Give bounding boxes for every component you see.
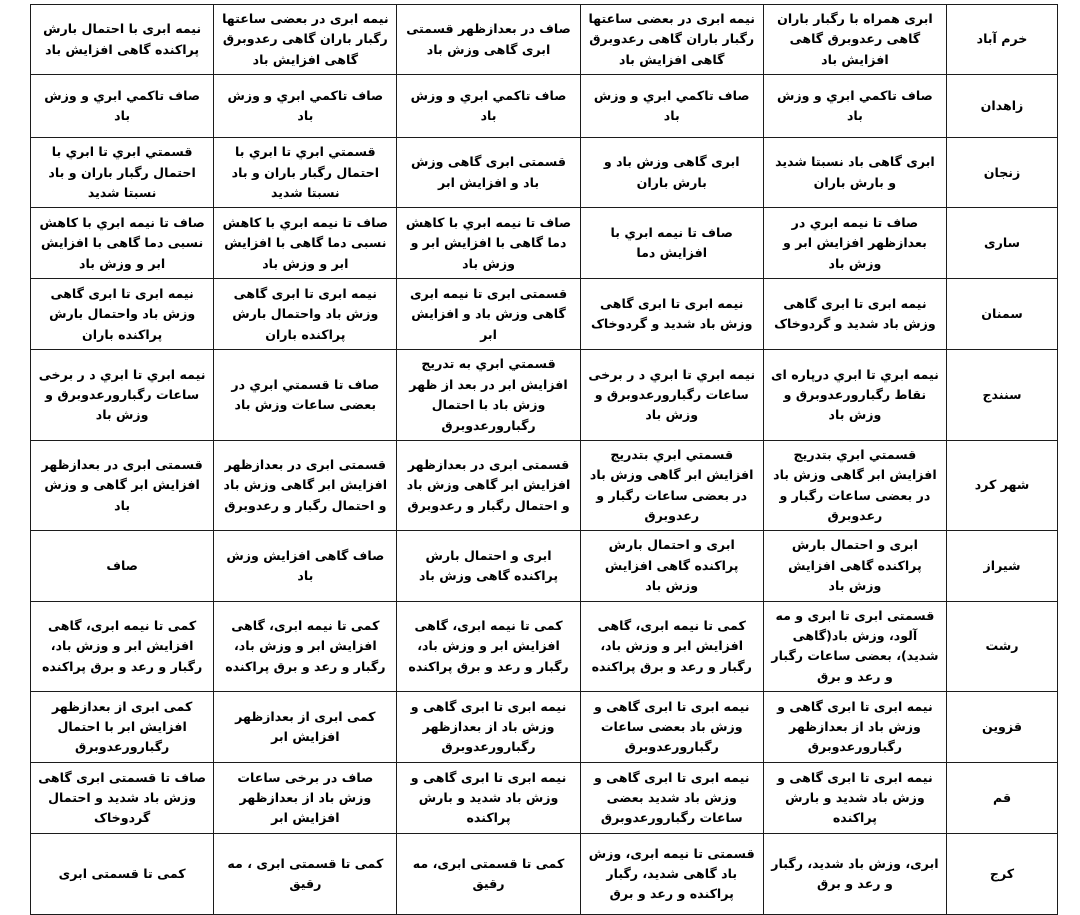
forecast-cell: نیمه ابری تا ابری گاهی و وزش باد شدید بعضی ساعات رگبارورعدوبرق: [580, 763, 763, 834]
forecast-cell: نیمه ابري تا ابري د ر برخی ساعات رگبارورعدوبرق و وزش باد: [31, 350, 214, 441]
forecast-cell: قسمتی ابری تا نیمه ابری گاهی وزش باد و افزایش ابر: [397, 279, 580, 350]
table-row: [31, 75, 1058, 138]
forecast-table-body: [31, 5, 1058, 915]
weather-forecast-table: [30, 4, 1058, 915]
forecast-cell: کمی تا نیمه ابری، گاهی افزایش ابر و وزش باد، رگبار و رعد و برق پراکنده: [214, 601, 397, 692]
city-name-cell: قم: [947, 763, 1058, 834]
forecast-cell: قسمتی ابری در بعدازظهر افزایش ابر گاهی و وزش باد: [31, 440, 214, 531]
forecast-cell: نیمه ابری با احتمال بارش پراکنده گاهی افزایش باد: [31, 5, 214, 75]
forecast-cell: ابری همراه با رگبار باران گاهی رعدوبرق گاهی افزایش باد: [763, 5, 946, 75]
forecast-cell: نیمه ابری تا ابری گاهی وزش باد واحتمال بارش پراکنده باران: [214, 279, 397, 350]
table-row: [31, 440, 1058, 531]
city-name-cell: رشت: [947, 601, 1058, 692]
forecast-cell: قسمتی ابری در بعدازظهر افزایش ابر گاهی وزش باد و احتمال رگبار و رعدوبرق: [214, 440, 397, 531]
forecast-cell: صاف تاکمي ابري و وزش باد: [580, 75, 763, 138]
forecast-cell: صاف تا نیمه ابري با کاهش نسبی دما گاهی با افزایش ابر و وزش باد: [31, 208, 214, 279]
forecast-cell: نیمه ابري تا ابري د ر برخی ساعات رگبارورعدوبرق و وزش باد: [580, 350, 763, 441]
table-row: [31, 138, 1058, 208]
table-row: [31, 208, 1058, 279]
forecast-cell: صاف تا قسمتی ابری گاهی وزش باد شدید و احتمال گردوخاک: [31, 763, 214, 834]
table-row: [31, 834, 1058, 915]
forecast-cell: نیمه ابری تا ابری گاهی و وزش باد شدید و بارش پراکنده: [763, 763, 946, 834]
forecast-cell: قسمتي ابري تا ابري با احتمال رگبار باران و باد نسبتا شدید: [214, 138, 397, 208]
forecast-cell: ابری، وزش باد شدید، رگبار و رعد و برق: [763, 834, 946, 915]
forecast-cell: نیمه ابری تا ابری گاهی وزش باد شدید و گردوخاک: [580, 279, 763, 350]
forecast-cell: صاف تاکمي ابري و وزش باد: [214, 75, 397, 138]
city-name-cell: قزوین: [947, 692, 1058, 763]
table-row: [31, 763, 1058, 834]
forecast-cell: کمی تا نیمه ابری، گاهی افزایش ابر و وزش باد، رگبار و رعد و برق پراکنده: [397, 601, 580, 692]
city-name-cell: شهر کرد: [947, 440, 1058, 531]
forecast-cell: کمی ابری از بعدازظهر افزایش ابر با احتمال رگبارورعدوبرق: [31, 692, 214, 763]
table-row: [31, 350, 1058, 441]
table-row: [31, 5, 1058, 75]
forecast-cell: نیمه ابری تا ابری گاهی و وزش باد بعضی ساعات رگبارورعدوبرق: [580, 692, 763, 763]
forecast-cell: نیمه ابري تا ابري درپاره ای نقاط رگبارورعدوبرق و وزش باد: [763, 350, 946, 441]
forecast-cell: ابری و احتمال بارش پراکنده گاهی افزایش وزش باد: [580, 531, 763, 601]
city-name-cell: سمنان: [947, 279, 1058, 350]
forecast-cell: صاف تا نیمه ابري در بعدازظهر افزایش ابر و وزش باد: [763, 208, 946, 279]
forecast-cell: صاف در برخی ساعات وزش باد از بعدازظهر افزایش ابر: [214, 763, 397, 834]
forecast-cell: صاف تا نیمه ابري با کاهش دما گاهی با افزایش ابر و وزش باد: [397, 208, 580, 279]
forecast-cell: کمی تا نیمه ابری، گاهی افزایش ابر و وزش باد، رگبار و رعد و برق پراکنده: [580, 601, 763, 692]
forecast-cell: صاف تا نیمه ابري با افزایش دما: [580, 208, 763, 279]
forecast-cell: صاف تا قسمتي ابري در بعضی ساعات وزش باد: [214, 350, 397, 441]
forecast-cell: نیمه ابری تا ابری گاهی و وزش باد از بعدازظهر رگبارورعدوبرق: [397, 692, 580, 763]
forecast-cell: صاف گاهی افزایش وزش باد: [214, 531, 397, 601]
forecast-cell: کمی تا قسمتی ابری ، مه رقیق: [214, 834, 397, 915]
forecast-cell: قسمتی ابری گاهی وزش باد و افزایش ابر: [397, 138, 580, 208]
forecast-cell: قسمتي ابري به تدریج افزایش ابر در بعد از ظهر وزش باد با احتمال رگبارورعدوبرق: [397, 350, 580, 441]
forecast-cell: کمی ابری از بعدازظهر افزایش ابر: [214, 692, 397, 763]
forecast-cell: نیمه ابری تا ابری گاهی و وزش باد از بعدازظهر رگبارورعدوبرق: [763, 692, 946, 763]
forecast-cell: صاف تاکمي ابري و وزش باد: [397, 75, 580, 138]
city-name-cell: ساری: [947, 208, 1058, 279]
forecast-cell: صاف تاکمي ابري و وزش باد: [763, 75, 946, 138]
forecast-cell: صاف: [31, 531, 214, 601]
forecast-cell: نیمه ابری تا ابری گاهی و وزش باد شدید و بارش پراکنده: [397, 763, 580, 834]
city-name-cell: خرم آباد: [947, 5, 1058, 75]
city-name-cell: سنندج: [947, 350, 1058, 441]
table-row: [31, 692, 1058, 763]
forecast-cell: کمی تا نیمه ابری، گاهی افزایش ابر و وزش باد، رگبار و رعد و برق پراکنده: [31, 601, 214, 692]
forecast-cell: صاف تا نیمه ابري با کاهش نسبی دما گاهی با افزایش ابر و وزش باد: [214, 208, 397, 279]
table-row: [31, 601, 1058, 692]
forecast-cell: صاف تاکمي ابري و وزش باد: [31, 75, 214, 138]
forecast-cell: ابری و احتمال بارش پراکنده گاهی وزش باد: [397, 531, 580, 601]
forecast-cell: قسمتی ابری تا ابری و مه آلود، وزش باد(گاهی شدید)، بعضی ساعات رگبار و رعد و برق: [763, 601, 946, 692]
forecast-cell: صاف در بعدازظهر قسمتی ابری گاهی وزش باد: [397, 5, 580, 75]
table-row: [31, 279, 1058, 350]
forecast-cell: نیمه ابری در بعضی ساعتها رگبار باران گاهی رعدوبرق گاهی افزایش باد: [580, 5, 763, 75]
city-name-cell: زنجان: [947, 138, 1058, 208]
forecast-cell: ابری گاهی باد نسبتا شدید و بارش باران: [763, 138, 946, 208]
forecast-cell: قسمتی ابری در بعدازظهر افزایش ابر گاهی وزش باد و احتمال رگبار و رعدوبرق: [397, 440, 580, 531]
table-row: [31, 531, 1058, 601]
forecast-cell: نیمه ابری تا ابری گاهی وزش باد شدید و گردوخاک: [763, 279, 946, 350]
forecast-cell: قسمتي ابري تا ابري با احتمال رگبار باران و باد نسبتا شدید: [31, 138, 214, 208]
forecast-cell: قسمتي ابري بتدریج افزایش ابر گاهی وزش باد در بعضی ساعات رگبار و رعدوبرق: [580, 440, 763, 531]
forecast-cell: نیمه ابری تا ابری گاهی وزش باد واحتمال بارش پراکنده باران: [31, 279, 214, 350]
city-name-cell: زاهدان: [947, 75, 1058, 138]
forecast-cell: قسمتي ابري بتدریج افزایش ابر گاهی وزش باد در بعضی ساعات رگبار و رعدوبرق: [763, 440, 946, 531]
forecast-cell: قسمتی تا نیمه ابری، وزش باد گاهی شدید، رگبار پراکنده و رعد و برق: [580, 834, 763, 915]
forecast-cell: ابری گاهی وزش باد و بارش باران: [580, 138, 763, 208]
forecast-cell: نیمه ابری در بعضی ساعتها رگبار باران گاهی رعدوبرق گاهی افزایش باد: [214, 5, 397, 75]
forecast-cell: کمی تا قسمتی ابری، مه رقیق: [397, 834, 580, 915]
city-name-cell: شیراز: [947, 531, 1058, 601]
city-name-cell: کرج: [947, 834, 1058, 915]
forecast-cell: ابری و احتمال بارش پراکنده گاهی افزایش وزش باد: [763, 531, 946, 601]
forecast-cell: کمی تا قسمتی ابری: [31, 834, 214, 915]
